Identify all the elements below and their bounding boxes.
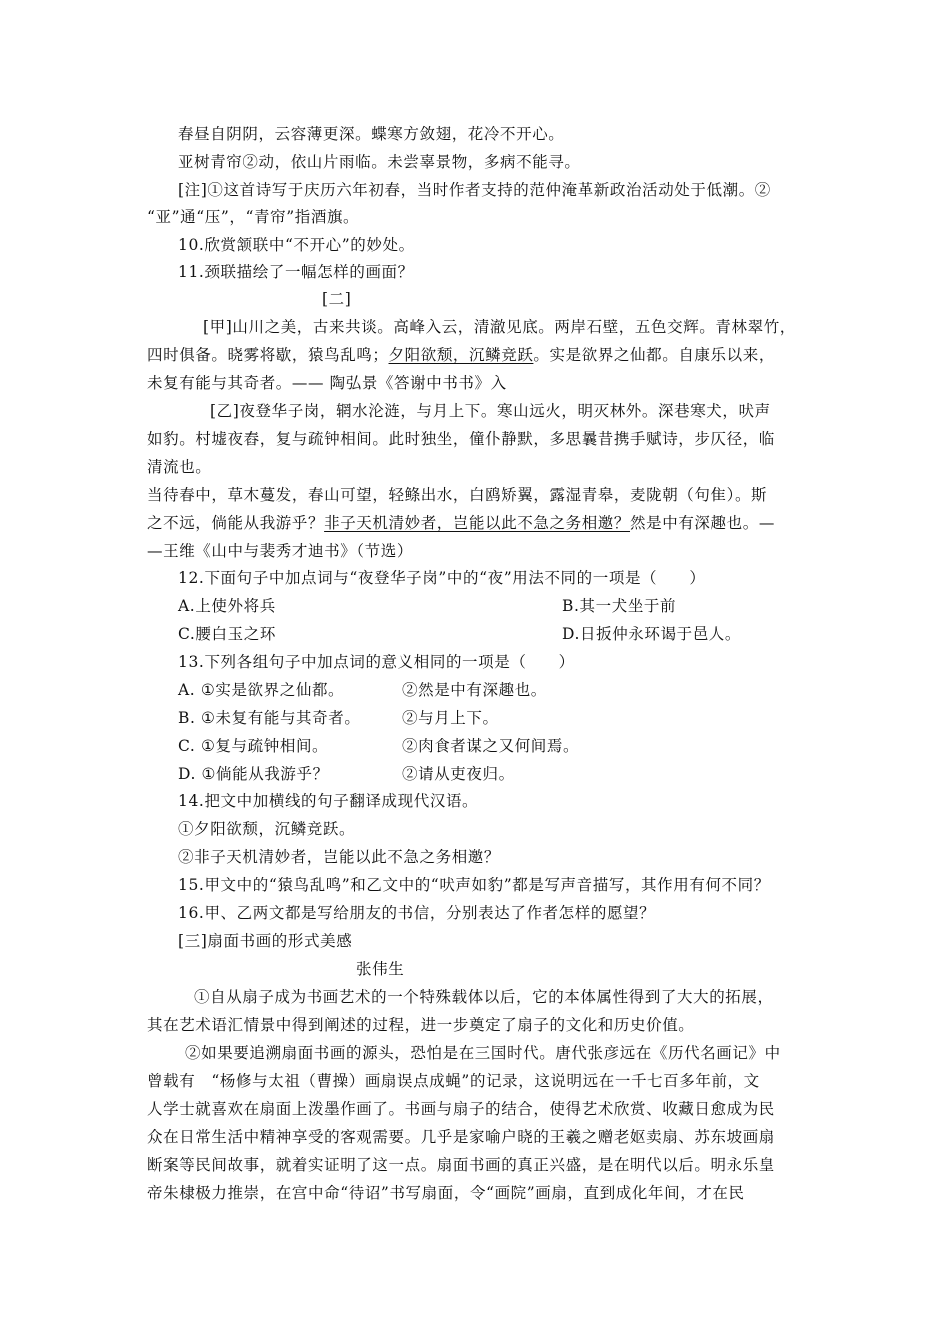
- poem-note-line-1: [注]①这首诗写于庆历六年初春，当时作者支持的范仲淹革新政治活动处于低潮。②: [178, 181, 771, 199]
- q12-option-d: D.日扳仲永环谒于邑人。: [562, 625, 742, 643]
- q13-option-d-1: D. ①倘能从我游乎？: [178, 765, 329, 783]
- paragraph-2-line-2: 曾载有 “杨修与太祖（曹操）画扇误点成蝇”的记录，这说明远在一千七百多年前，文: [147, 1072, 760, 1090]
- question-11: 11.颈联描绘了一幅怎样的画面？: [178, 263, 414, 281]
- passage-jia-line-1: [甲]山川之美，古来共谈。高峰入云，清澈见底。两岸石壁，五色交辉。青林翠竹，: [203, 318, 796, 336]
- q13-option-b-1: B. ①未复有能与其奇者。: [178, 709, 361, 727]
- question-12: 12.下面句子中加点词与“夜登华子岗”中的“夜”用法不同的一项是（ ）: [178, 569, 706, 587]
- paragraph-2-line-6: 帝朱棣极力推崇，在宫中命“待诏”书写扇面，令“画院”画扇，直到成化年间，才在民: [147, 1184, 745, 1202]
- paragraph-2-line-1: ②如果要追溯扇面书画的源头，恐怕是在三国时代。唐代张彦远在《历代名画记》中: [185, 1044, 781, 1062]
- paragraph-2-line-5: 断案等民间故事，就着实证明了这一点。扇面书画的真正兴盛，是在明代以后。明永乐皇: [147, 1156, 775, 1174]
- paragraph-2-line-3: 人学士就喜欢在扇面上泼墨作画了。书画与扇子的结合，使得艺术欣赏、收藏日愈成为民: [147, 1100, 775, 1118]
- paragraph-1-line-2: 其在艺术语汇情景中得到阐述的过程，进一步奠定了扇子的文化和历史价值。: [147, 1016, 695, 1034]
- passage-yi-line-5: [147, 513, 775, 533]
- question-14: 14.把文中加横线的句子翻译成现代汉语。: [178, 792, 479, 810]
- q13-option-d-2: ②请从吏夜归。: [402, 765, 515, 783]
- question-13: 13.下列各组句子中加点词的意义相同的一项是（ ）: [178, 653, 575, 671]
- q13-option-b-2: ②与月上下。: [402, 709, 499, 727]
- passage-yi-line-2: 如豹。村墟夜舂，复与疏钟相间。此时独坐，僮仆静默，多思曩昔携手赋诗，步仄径，临: [147, 430, 775, 448]
- question-10: 10.欣赏颔联中“不开心”的妙处。: [178, 236, 415, 254]
- q12-option-a: A.上使外将兵: [178, 597, 276, 615]
- passage-yi-text: 之不远，倘能从我游乎？: [147, 514, 325, 532]
- passage-jia-line-3: 未复有能与其奇者。—— 陶弘景《答谢中书书》入: [147, 374, 507, 392]
- section-3-heading: [三]扇面书画的形式美感: [178, 932, 353, 950]
- q12-option-b: B.其一犬坐于前: [562, 597, 677, 615]
- q13-option-a-2: ②然是中有深趣也。: [402, 681, 547, 699]
- q13-option-c-1: C. ①复与疏钟相间。: [178, 737, 329, 755]
- underlined-sentence-2: 非子天机清妙者，岂能以此不急之务相邀？: [324, 514, 631, 532]
- q13-option-c-2: ②肉食者谋之又何间焉。: [402, 737, 580, 755]
- passage-yi-line-1: [乙]夜登华子岗，辋水沦涟，与月上下。寒山远火，明灭林外。深巷寒犬，吠声: [210, 402, 771, 420]
- paragraph-2-line-4: 众在日常生活中精神享受的客观需要。几乎是家喻户晓的王羲之赠老妪卖扇、苏东坡画扇: [147, 1128, 775, 1146]
- article-author: 张伟生: [356, 960, 405, 978]
- question-15: 15.甲文中的“猿鸟乱鸣”和乙文中的“吠声如豹”都是写声音描写，其作用有何不同？: [178, 876, 770, 894]
- passage-yi-text: 然是中有深趣也。—: [630, 514, 775, 532]
- q14-sentence-2: ②非子天机清妙者，岂能以此不急之务相邀？: [178, 848, 501, 866]
- poem-line-1: 春昼自阴阴，云容薄更深。蝶寒方敛翅，花冷不开心。: [178, 125, 565, 143]
- section-2-heading: [二]: [322, 290, 352, 308]
- poem-line-2: 亚树青帘②动，依山片雨临。未尝辜景物，多病不能寻。: [178, 153, 581, 171]
- q12-option-c: C.腰白玉之环: [178, 625, 276, 643]
- paragraph-1-line-1: ①自从扇子成为书画艺术的一个特殊载体以后，它的本体属性得到了大大的拓展，: [194, 988, 774, 1006]
- poem-note-line-2: “亚”通“压”，“青帘”指酒旗。: [147, 208, 360, 226]
- passage-jia-line-2: [147, 345, 775, 365]
- passage-yi-line-6: —王维《山中与裴秀才迪书》（节选）: [147, 542, 413, 560]
- passage-jia-text: 。实是欲界之仙都。自康乐以来，: [533, 346, 775, 364]
- passage-yi-line-3: 清流也。: [147, 458, 212, 476]
- q14-sentence-1: ①夕阳欲颓，沉鳞竞跃。: [178, 820, 356, 838]
- passage-jia-text: 四时俱备。晓雾将歇，猿鸟乱鸣；: [147, 346, 389, 364]
- q13-option-a-1: A. ①实是欲界之仙都。: [178, 681, 345, 699]
- underlined-sentence-1: 夕阳欲颓，沉鳞竞跃: [388, 346, 534, 364]
- passage-yi-line-4: 当待春中，草木蔓发，春山可望，轻鲦出水，白鸥矫翼，露湿青皋，麦陇朝（句隹）。斯: [147, 486, 768, 504]
- question-16: 16.甲、乙两文都是写给朋友的书信，分别表达了作者怎样的愿望？: [178, 904, 656, 922]
